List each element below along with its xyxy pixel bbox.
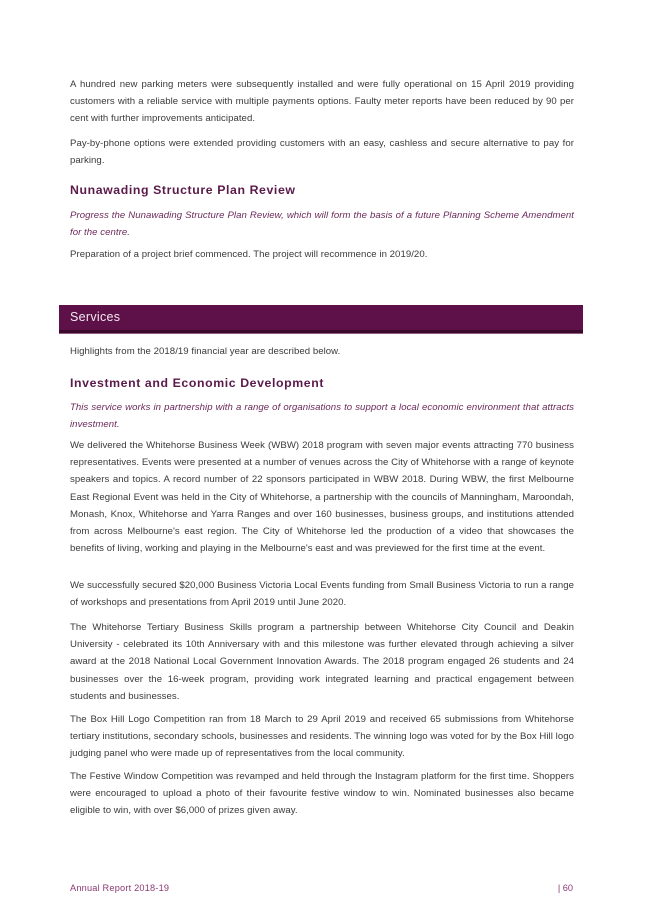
investment-objective: This service works in partnership with a range of organisations to support a local economic environment that attracts investment. [70,402,574,431]
investment-heading: Investment and Economic Development [70,376,325,390]
business-week-paragraph: We delivered the Whitehorse Business Week (WBW) 2018 program with seven major events attracting 770 business representatives. Events were presented at a number of venues across the City of Whitehorse with a range of keynote speakers and topics. A record number of 22 sponsors participated in WBW 2018. During WBW, the first Melbourne East Regional Event was held in the City of Whitehorse, a partnership with the councils of Manningham, Maroondah, Monash, Knox, Whitehorse and Yarra Ranges and over 160 businesses, business groups, and institutions attended from across Melbourne's east region. The City of Whitehorse led the production of a video that showcases the benefits of living, working and playing in the Melbourne's east and was previewed for the first time at the event. [70,440,574,555]
footer-page-number: | 60 [557,883,573,893]
nunawading-objective: Progress the Nunawading Structure Plan Review, which will form the basis of a future Planning Scheme Amendment for the centre. [70,210,574,239]
parking-meters-paragraph: A hundred new parking meters were subsequently installed and were fully operational on 15 April 2019 providing customers with a reliable service with multiple payments options. Faulty meter reports have been reduced by 90 per cent with further improvements anticipated. [70,79,574,125]
services-intro: Highlights from the 2018/19 financial year are described below. [70,346,341,357]
services-banner-title: Services [70,310,121,324]
box-hill-logo-paragraph: The Box Hill Logo Competition ran from 18 March to 29 April 2019 and received 65 submissions from Whitehorse tertiary institutions, secondary schools, businesses and residents. The winning logo was voted for by the Box Hill logo judging panel who were made up of representatives from the local community. [70,714,574,760]
tertiary-skills-paragraph: The Whitehorse Tertiary Business Skills program a partnership between Whitehorse City Council and Deakin University - celebrated its 10th Anniversary with and this milestone was further elevated through achieving a silver award at the 2018 National Local Government Innovation Awards. The 2018 program engaged 26 students and 24 businesses over the 16-week program, providing work integrated learning and practical engagement between students and businesses. [70,622,574,702]
festive-window-paragraph: The Festive Window Competition was revamped and held through the Instagram platform for the first time. Shoppers were encouraged to upload a photo of their favourite festive window to win. Nominated businesses also became eligible to win, with over $6,000 of prizes given away. [70,771,574,817]
services-banner [59,305,583,333]
pay-by-phone-paragraph: Pay-by-phone options were extended providing customers with an easy, cashless and secure alternative to pay for parking. [70,138,574,167]
local-events-funding-paragraph: We successfully secured $20,000 Business Victoria Local Events funding from Small Business Victoria to run a range of workshops and presentations from April 2019 until June 2020. [70,580,574,609]
nunawading-heading: Nunawading Structure Plan Review [70,183,296,197]
footer-report-title: Annual Report 2018-19 [70,883,170,893]
nunawading-paragraph: Preparation of a project brief commenced. The project will recommence in 2019/20. [70,249,428,260]
